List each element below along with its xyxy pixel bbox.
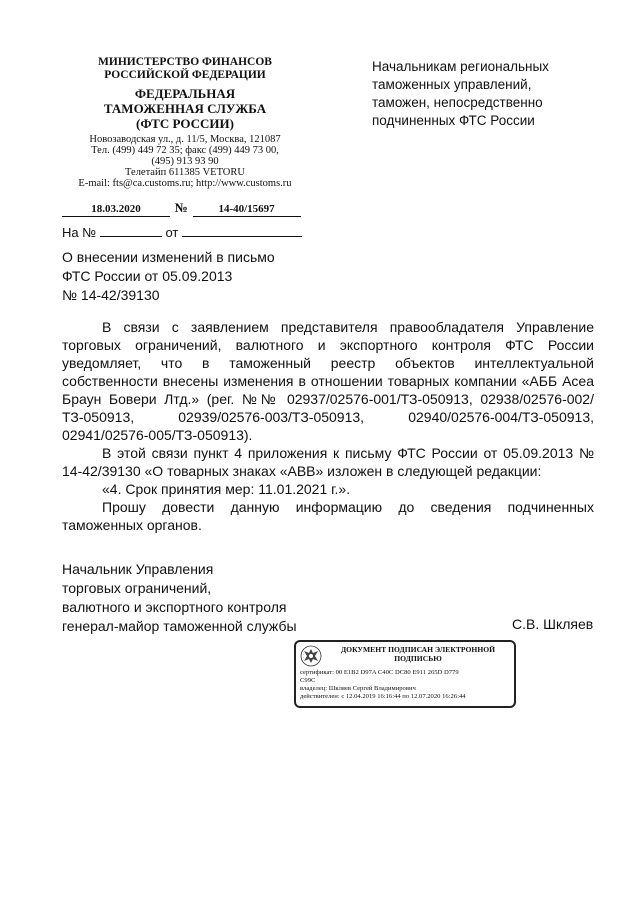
- stamp-title: ДОКУМЕНТ ПОДПИСАН ЭЛЕКТРОННОЙ ПОДПИСЬЮ: [340, 645, 496, 663]
- reg-date: 18.03.2020: [62, 202, 170, 217]
- body-paragraph-3: «4. Срок принятия мер: 11.01.2021 г.».: [102, 481, 351, 497]
- e-signature-stamp: [294, 640, 516, 708]
- subject-block: О внесении изменений в письмо ФТС России от 05.09.2013 № 14-42/39130: [62, 249, 275, 303]
- teletype-line: Телетайп 611385 VETORU: [125, 167, 245, 178]
- number-sign: №: [174, 200, 188, 215]
- contact-block: [60, 134, 310, 189]
- reg-number: 14-40/15697: [193, 202, 301, 217]
- stamp-validity: действителен: с 12.04.2019 16:16:44 по 12.07.2020 16:26:44: [300, 693, 466, 700]
- phone-line-2: (495) 913 93 90: [151, 156, 219, 167]
- reply-label: На №: [62, 225, 97, 240]
- service-name: ФЕДЕРАЛЬНАЯ ТАМОЖЕННАЯ СЛУЖБА (ФТС РОССИИ): [103, 86, 267, 131]
- body-paragraph-2: В этой связи пункт 4 приложения к письму ФТС России от 05.09.2013 № 14-42/39130 «О товарных знаках «ABB» изложен в следующей редакции:: [62, 445, 594, 479]
- body-paragraph-4: Прошу довести данную информацию до сведения подчиненных таможенных органов.: [62, 499, 594, 533]
- stamp-certificate-cont: C99C: [300, 677, 316, 684]
- letter-body: [62, 318, 594, 534]
- reply-date-blank: [182, 222, 302, 237]
- address-line: Новозаводская ул., д. 11/5, Москва, 121087: [89, 134, 281, 145]
- signatory-position: Начальник Управления торговых ограничений, валютного и экспортного контроля генерал-майор таможенной службы: [62, 561, 297, 634]
- body-paragraph-1: В связи с заявлением представителя правообладателя Управление торговых ограничений, валютного и экспортного контроля ФТС России уведомляет, что в таможенный реестр объектов интеллектуальной собственности внесены изменения в отношении товарных компании «АББ Асеа Браун Бовери Лтд.» (рег. №№ 02937/02576-001/ТЗ-050913, 02938/02576-002/ТЗ-050913, 02939/02576-003/ТЗ-050913, 02940/02576-004/ТЗ-050913, 02941/02576-005/ТЗ-050913).: [62, 319, 594, 443]
- reply-from-label: от: [165, 225, 179, 240]
- signatory-name: С.В. Шкляев: [512, 616, 594, 632]
- email-line: E-mail: fts@ca.customs.ru; http://www.customs.ru: [78, 178, 292, 189]
- ministry-name: МИНИСТЕРСТВО ФИНАНСОВ РОССИЙСКОЙ ФЕДЕРАЦИИ: [98, 56, 272, 81]
- reply-line: [62, 222, 302, 240]
- reply-number-blank: [100, 222, 162, 237]
- phone-line: Тел. (499) 449 72 35; факс (499) 449 73 00,: [91, 145, 279, 156]
- eagle-emblem-icon: [300, 645, 322, 667]
- stamp-certificate: сертификат: 00 E1B2 D97A C40C DC80 E911 265D D779: [300, 669, 459, 676]
- registration-line: [62, 200, 301, 217]
- stamp-owner: владелец: Шкляев Сергей Владимирович: [300, 685, 416, 692]
- recipient-block: Начальникам региональных таможенных управлений, таможен, непосредственно подчиненных ФТС России: [372, 59, 549, 128]
